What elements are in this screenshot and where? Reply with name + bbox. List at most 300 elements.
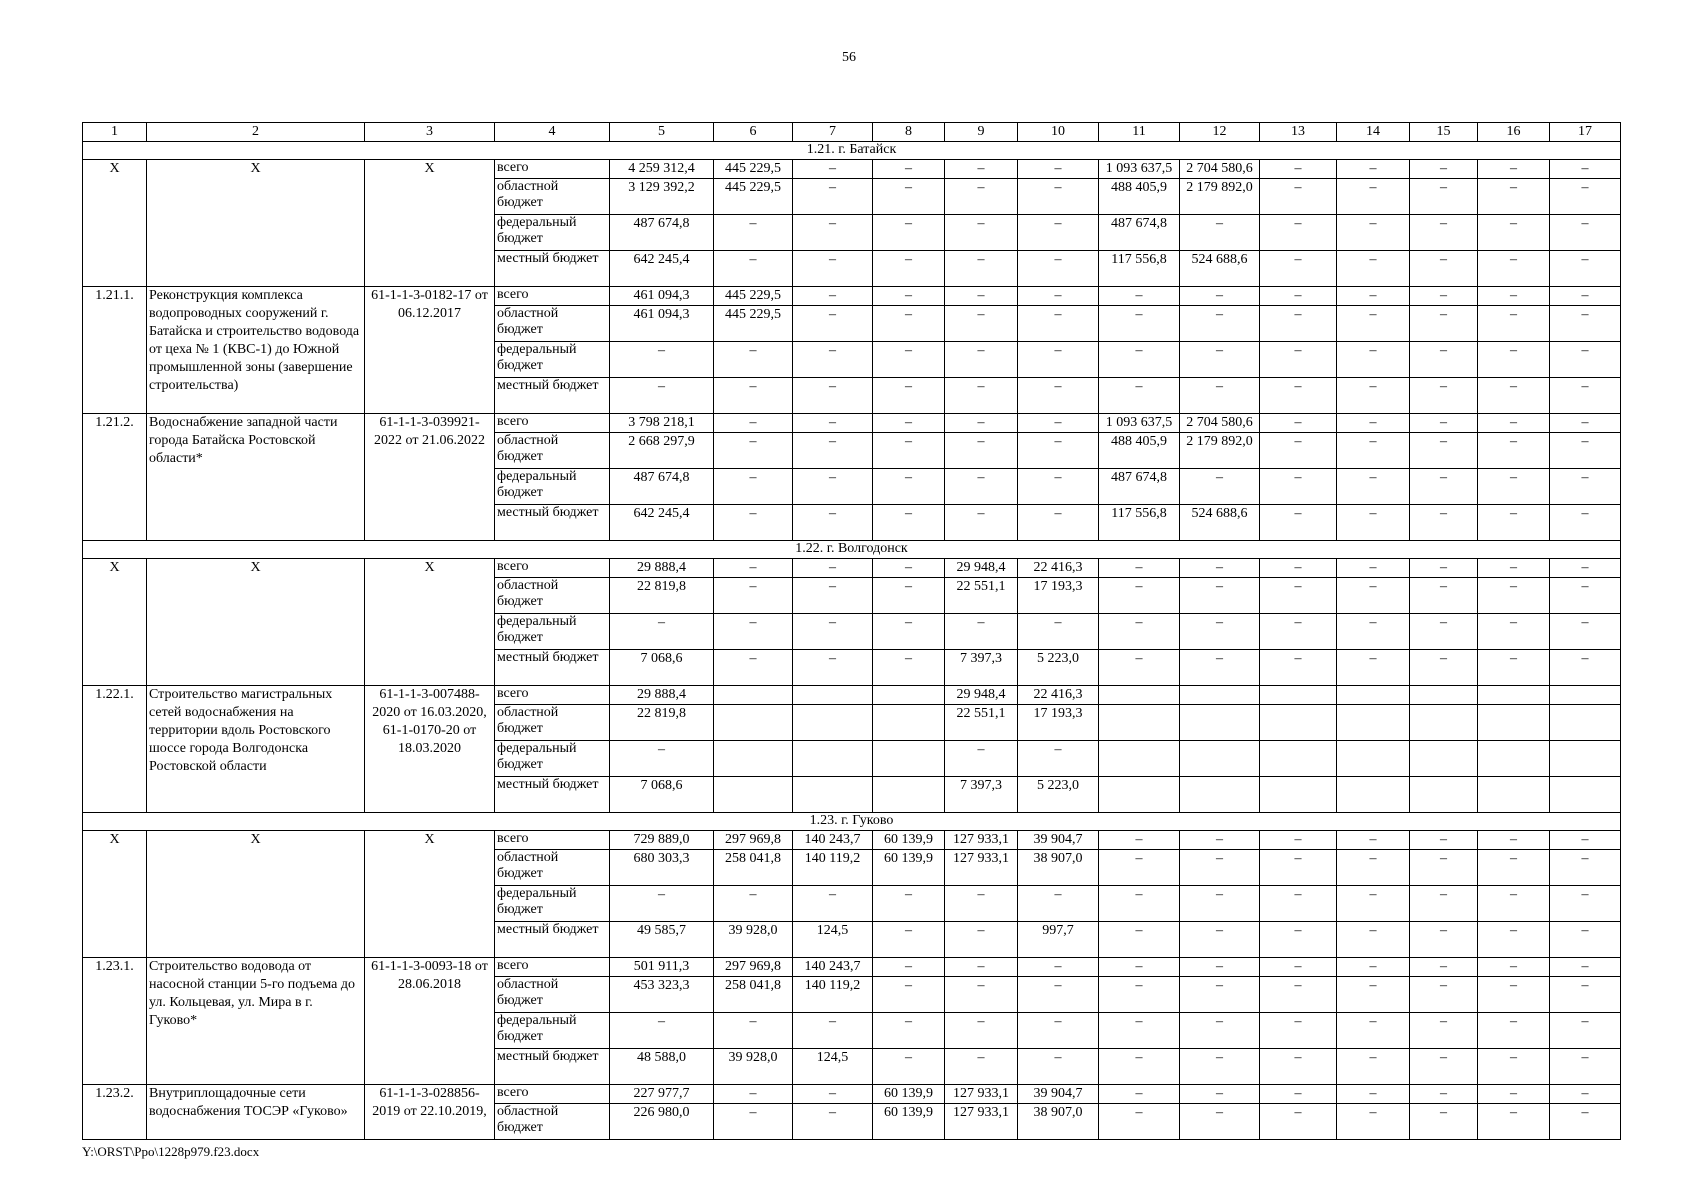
value-cell: – bbox=[793, 433, 873, 469]
value-cell: – bbox=[714, 650, 793, 686]
value-cell: – bbox=[1478, 850, 1550, 886]
budget-label: всего bbox=[495, 831, 610, 850]
value-cell: – bbox=[793, 469, 873, 505]
value-cell: – bbox=[945, 469, 1018, 505]
value-cell: – bbox=[1478, 414, 1550, 433]
value-cell: – bbox=[1099, 306, 1180, 342]
value-cell: – bbox=[1018, 1049, 1099, 1085]
item-name: Строительство магистральных сетей водоснабжения на территории вдоль Ростовского шоссе города Волгодонска Ростовской области bbox=[147, 686, 365, 813]
value-cell: – bbox=[1018, 433, 1099, 469]
value-cell: – bbox=[1550, 179, 1621, 215]
budget-label: областной бюджет bbox=[495, 850, 610, 886]
value-cell: 258 041,8 bbox=[714, 977, 793, 1013]
value-cell: – bbox=[1337, 469, 1410, 505]
value-cell: 487 674,8 bbox=[1099, 215, 1180, 251]
value-cell: 38 907,0 bbox=[1018, 1104, 1099, 1140]
table-row bbox=[83, 958, 1621, 977]
value-cell bbox=[1099, 741, 1180, 777]
budget-label: всего bbox=[495, 559, 610, 578]
value-cell: – bbox=[873, 306, 945, 342]
value-cell bbox=[793, 686, 873, 705]
value-cell: – bbox=[1410, 1049, 1478, 1085]
value-cell: – bbox=[873, 251, 945, 287]
item-number: 1.21.1. bbox=[83, 287, 147, 414]
budget-label: областной бюджет bbox=[495, 306, 610, 342]
value-cell: 22 819,8 bbox=[610, 705, 714, 741]
value-cell: – bbox=[793, 160, 873, 179]
value-cell: – bbox=[1337, 886, 1410, 922]
value-cell: – bbox=[945, 505, 1018, 541]
value-cell: – bbox=[1410, 179, 1478, 215]
value-cell bbox=[1337, 777, 1410, 813]
header-cell: 4 bbox=[495, 123, 610, 142]
value-cell: 501 911,3 bbox=[610, 958, 714, 977]
budget-label: местный бюджет bbox=[495, 505, 610, 541]
value-cell: – bbox=[1337, 977, 1410, 1013]
value-cell: 524 688,6 bbox=[1180, 251, 1260, 287]
value-cell: – bbox=[714, 1013, 793, 1049]
value-cell: 488 405,9 bbox=[1099, 433, 1180, 469]
value-cell: – bbox=[1180, 559, 1260, 578]
value-cell: – bbox=[714, 433, 793, 469]
header-cell: 12 bbox=[1180, 123, 1260, 142]
value-cell: – bbox=[793, 378, 873, 414]
value-cell: – bbox=[1099, 287, 1180, 306]
value-cell: – bbox=[1260, 578, 1337, 614]
value-cell: – bbox=[1550, 922, 1621, 958]
table-row bbox=[83, 160, 1621, 179]
value-cell bbox=[793, 777, 873, 813]
value-cell: – bbox=[945, 1049, 1018, 1085]
value-cell: – bbox=[1018, 958, 1099, 977]
item-document: X bbox=[365, 160, 495, 287]
value-cell: 297 969,8 bbox=[714, 958, 793, 977]
value-cell: 2 704 580,6 bbox=[1180, 160, 1260, 179]
value-cell: – bbox=[1337, 342, 1410, 378]
value-cell: – bbox=[1018, 977, 1099, 1013]
value-cell: – bbox=[945, 958, 1018, 977]
value-cell: – bbox=[1260, 179, 1337, 215]
value-cell: 38 907,0 bbox=[1018, 850, 1099, 886]
item-document: X bbox=[365, 831, 495, 958]
header-cell: 11 bbox=[1099, 123, 1180, 142]
value-cell bbox=[1099, 705, 1180, 741]
item-document: 61-1-1-3-0093-18 от 28.06.2018 bbox=[365, 958, 495, 1085]
item-number: X bbox=[83, 831, 147, 958]
value-cell bbox=[873, 686, 945, 705]
value-cell: – bbox=[1180, 1104, 1260, 1140]
value-cell: 461 094,3 bbox=[610, 306, 714, 342]
value-cell: – bbox=[1018, 215, 1099, 251]
value-cell: 1 093 637,5 bbox=[1099, 160, 1180, 179]
value-cell: 2 179 892,0 bbox=[1180, 179, 1260, 215]
value-cell: – bbox=[1260, 886, 1337, 922]
section-title-row bbox=[83, 541, 1621, 559]
value-cell: – bbox=[1337, 578, 1410, 614]
table-row bbox=[83, 287, 1621, 306]
section-title-row bbox=[83, 142, 1621, 160]
value-cell bbox=[1337, 686, 1410, 705]
value-cell: – bbox=[1478, 251, 1550, 287]
value-cell: 445 229,5 bbox=[714, 287, 793, 306]
value-cell: – bbox=[873, 1013, 945, 1049]
header-cell: 1 bbox=[83, 123, 147, 142]
value-cell: – bbox=[1478, 1085, 1550, 1104]
value-cell: – bbox=[945, 342, 1018, 378]
value-cell bbox=[873, 741, 945, 777]
value-cell: 29 888,4 bbox=[610, 559, 714, 578]
value-cell: – bbox=[1018, 287, 1099, 306]
value-cell: 461 094,3 bbox=[610, 287, 714, 306]
value-cell: 60 139,9 bbox=[873, 850, 945, 886]
value-cell: – bbox=[714, 886, 793, 922]
value-cell: 22 819,8 bbox=[610, 578, 714, 614]
value-cell: – bbox=[1260, 559, 1337, 578]
value-cell: – bbox=[1180, 1049, 1260, 1085]
value-cell: 227 977,7 bbox=[610, 1085, 714, 1104]
value-cell: – bbox=[1478, 160, 1550, 179]
value-cell: – bbox=[1180, 850, 1260, 886]
value-cell: – bbox=[1337, 1085, 1410, 1104]
value-cell: – bbox=[610, 614, 714, 650]
item-number: 1.22.1. bbox=[83, 686, 147, 813]
value-cell: – bbox=[1099, 614, 1180, 650]
value-cell: – bbox=[1550, 505, 1621, 541]
value-cell: – bbox=[1410, 958, 1478, 977]
value-cell: – bbox=[1180, 977, 1260, 1013]
value-cell bbox=[1180, 686, 1260, 705]
value-cell: – bbox=[1550, 433, 1621, 469]
value-cell bbox=[1478, 777, 1550, 813]
value-cell: – bbox=[945, 886, 1018, 922]
value-cell: 117 556,8 bbox=[1099, 505, 1180, 541]
value-cell: – bbox=[1550, 578, 1621, 614]
budget-label: областной бюджет bbox=[495, 578, 610, 614]
item-document: 61-1-1-3-0182-17 от 06.12.2017 bbox=[365, 287, 495, 414]
item-name: Строительство водовода от насосной станции 5-го подъема до ул. Кольцевая, ул. Мира в г. Гуково* bbox=[147, 958, 365, 1085]
budget-label: всего bbox=[495, 958, 610, 977]
budget-label: всего bbox=[495, 160, 610, 179]
value-cell: – bbox=[1410, 505, 1478, 541]
value-cell: – bbox=[1550, 414, 1621, 433]
value-cell: – bbox=[1410, 650, 1478, 686]
budget-label: областной бюджет bbox=[495, 433, 610, 469]
value-cell: – bbox=[1337, 215, 1410, 251]
value-cell: – bbox=[1550, 559, 1621, 578]
value-cell: – bbox=[793, 215, 873, 251]
value-cell bbox=[714, 705, 793, 741]
value-cell: – bbox=[945, 1013, 1018, 1049]
value-cell: – bbox=[1180, 1013, 1260, 1049]
value-cell: – bbox=[1018, 251, 1099, 287]
value-cell: – bbox=[1018, 378, 1099, 414]
value-cell: – bbox=[793, 614, 873, 650]
value-cell bbox=[1099, 777, 1180, 813]
value-cell: – bbox=[873, 160, 945, 179]
value-cell: – bbox=[1550, 287, 1621, 306]
value-cell: – bbox=[1337, 922, 1410, 958]
header-cell: 10 bbox=[1018, 123, 1099, 142]
value-cell: – bbox=[1180, 469, 1260, 505]
value-cell: – bbox=[1550, 650, 1621, 686]
value-cell bbox=[1260, 686, 1337, 705]
budget-label: федеральный бюджет bbox=[495, 614, 610, 650]
value-cell: – bbox=[1099, 831, 1180, 850]
value-cell: 22 551,1 bbox=[945, 578, 1018, 614]
value-cell: – bbox=[1018, 1013, 1099, 1049]
value-cell: – bbox=[793, 179, 873, 215]
value-cell: – bbox=[1478, 559, 1550, 578]
value-cell: – bbox=[945, 614, 1018, 650]
value-cell: 4 259 312,4 bbox=[610, 160, 714, 179]
value-cell: – bbox=[1337, 614, 1410, 650]
value-cell: 7 397,3 bbox=[945, 650, 1018, 686]
header-cell: 14 bbox=[1337, 123, 1410, 142]
value-cell: – bbox=[1337, 378, 1410, 414]
budget-label: федеральный бюджет bbox=[495, 741, 610, 777]
value-cell: – bbox=[945, 179, 1018, 215]
budget-label: федеральный бюджет bbox=[495, 1013, 610, 1049]
value-cell: – bbox=[1337, 433, 1410, 469]
value-cell: – bbox=[1410, 1085, 1478, 1104]
value-cell: – bbox=[793, 886, 873, 922]
value-cell: – bbox=[873, 650, 945, 686]
value-cell: – bbox=[1180, 1085, 1260, 1104]
value-cell: – bbox=[1478, 650, 1550, 686]
value-cell: – bbox=[793, 1013, 873, 1049]
investment-table-wrapper bbox=[82, 122, 1620, 1140]
value-cell: – bbox=[1337, 306, 1410, 342]
value-cell: 680 303,3 bbox=[610, 850, 714, 886]
value-cell: 60 139,9 bbox=[873, 1104, 945, 1140]
value-cell: – bbox=[1410, 306, 1478, 342]
table-row bbox=[83, 831, 1621, 850]
value-cell: – bbox=[714, 505, 793, 541]
value-cell: – bbox=[793, 342, 873, 378]
value-cell: – bbox=[873, 342, 945, 378]
value-cell: – bbox=[1180, 342, 1260, 378]
budget-label: местный бюджет bbox=[495, 251, 610, 287]
value-cell: – bbox=[1478, 831, 1550, 850]
value-cell: 297 969,8 bbox=[714, 831, 793, 850]
value-cell: 642 245,4 bbox=[610, 505, 714, 541]
value-cell: – bbox=[1099, 559, 1180, 578]
value-cell: – bbox=[1180, 831, 1260, 850]
value-cell: – bbox=[1337, 179, 1410, 215]
value-cell: 2 179 892,0 bbox=[1180, 433, 1260, 469]
value-cell bbox=[1180, 705, 1260, 741]
table-row bbox=[83, 1085, 1621, 1104]
value-cell: – bbox=[873, 433, 945, 469]
value-cell: – bbox=[1410, 251, 1478, 287]
budget-label: федеральный бюджет bbox=[495, 342, 610, 378]
value-cell: 5 223,0 bbox=[1018, 650, 1099, 686]
budget-label: областной бюджет bbox=[495, 179, 610, 215]
item-name: Внутриплощадочные сети водоснабжения ТОСЭР «Гуково» bbox=[147, 1085, 365, 1140]
value-cell: 22 416,3 bbox=[1018, 559, 1099, 578]
value-cell: – bbox=[1337, 287, 1410, 306]
value-cell: 258 041,8 bbox=[714, 850, 793, 886]
value-cell: – bbox=[1260, 922, 1337, 958]
budget-label: федеральный бюджет bbox=[495, 886, 610, 922]
value-cell: – bbox=[873, 958, 945, 977]
value-cell: – bbox=[1337, 958, 1410, 977]
item-document: 61-1-1-3-007488-2020 от 16.03.2020, 61-1-0170-20 от 18.03.2020 bbox=[365, 686, 495, 813]
value-cell: – bbox=[1478, 1049, 1550, 1085]
header-cell: 3 bbox=[365, 123, 495, 142]
value-cell: 17 193,3 bbox=[1018, 578, 1099, 614]
value-cell: – bbox=[610, 741, 714, 777]
header-cell: 2 bbox=[147, 123, 365, 142]
value-cell: – bbox=[873, 1049, 945, 1085]
file-path-footer: Y:\ORST\Ppo\1228p979.f23.docx bbox=[82, 1144, 260, 1159]
value-cell: – bbox=[873, 469, 945, 505]
investment-table bbox=[82, 122, 1621, 1140]
value-cell: – bbox=[714, 342, 793, 378]
item-number: X bbox=[83, 160, 147, 287]
budget-label: местный бюджет bbox=[495, 922, 610, 958]
value-cell: – bbox=[1099, 1013, 1180, 1049]
value-cell: – bbox=[1018, 342, 1099, 378]
table-header-row bbox=[83, 123, 1621, 142]
value-cell: – bbox=[714, 614, 793, 650]
value-cell: – bbox=[793, 1104, 873, 1140]
value-cell: 39 928,0 bbox=[714, 922, 793, 958]
value-cell: – bbox=[1260, 505, 1337, 541]
value-cell: 39 904,7 bbox=[1018, 1085, 1099, 1104]
value-cell: – bbox=[945, 977, 1018, 1013]
section-title: 1.22. г. Волгодонск bbox=[83, 541, 1621, 559]
value-cell: 48 588,0 bbox=[610, 1049, 714, 1085]
value-cell: – bbox=[1410, 922, 1478, 958]
value-cell: – bbox=[873, 378, 945, 414]
value-cell: – bbox=[873, 215, 945, 251]
value-cell: – bbox=[945, 251, 1018, 287]
value-cell: – bbox=[1478, 922, 1550, 958]
value-cell: – bbox=[1410, 578, 1478, 614]
value-cell: – bbox=[610, 342, 714, 378]
value-cell: 140 119,2 bbox=[793, 850, 873, 886]
value-cell: 3 798 218,1 bbox=[610, 414, 714, 433]
value-cell bbox=[1099, 686, 1180, 705]
value-cell: – bbox=[714, 378, 793, 414]
value-cell: – bbox=[1410, 469, 1478, 505]
budget-label: местный бюджет bbox=[495, 650, 610, 686]
budget-label: всего bbox=[495, 287, 610, 306]
value-cell: – bbox=[1180, 614, 1260, 650]
value-cell: – bbox=[1478, 306, 1550, 342]
value-cell: 140 243,7 bbox=[793, 958, 873, 977]
value-cell: 2 668 297,9 bbox=[610, 433, 714, 469]
value-cell: – bbox=[1018, 306, 1099, 342]
value-cell: 2 704 580,6 bbox=[1180, 414, 1260, 433]
value-cell: 22 416,3 bbox=[1018, 686, 1099, 705]
value-cell: – bbox=[1478, 886, 1550, 922]
value-cell: – bbox=[1550, 306, 1621, 342]
value-cell: – bbox=[1099, 977, 1180, 1013]
value-cell: – bbox=[945, 741, 1018, 777]
value-cell bbox=[1180, 741, 1260, 777]
value-cell: – bbox=[1018, 614, 1099, 650]
value-cell: – bbox=[1099, 850, 1180, 886]
value-cell: – bbox=[1550, 251, 1621, 287]
value-cell: – bbox=[1410, 215, 1478, 251]
value-cell: – bbox=[1478, 215, 1550, 251]
value-cell: – bbox=[1410, 614, 1478, 650]
value-cell: – bbox=[1260, 850, 1337, 886]
value-cell: 524 688,6 bbox=[1180, 505, 1260, 541]
section-title-row bbox=[83, 813, 1621, 831]
value-cell bbox=[1410, 741, 1478, 777]
value-cell bbox=[873, 705, 945, 741]
value-cell: – bbox=[1180, 958, 1260, 977]
value-cell: – bbox=[1337, 1049, 1410, 1085]
value-cell: – bbox=[1410, 850, 1478, 886]
value-cell: – bbox=[1410, 831, 1478, 850]
value-cell: 488 405,9 bbox=[1099, 179, 1180, 215]
value-cell: – bbox=[1260, 287, 1337, 306]
value-cell: – bbox=[1260, 614, 1337, 650]
value-cell: – bbox=[793, 251, 873, 287]
value-cell: – bbox=[1099, 578, 1180, 614]
value-cell: – bbox=[945, 287, 1018, 306]
value-cell bbox=[1478, 686, 1550, 705]
value-cell: – bbox=[714, 251, 793, 287]
value-cell: 117 556,8 bbox=[1099, 251, 1180, 287]
value-cell: – bbox=[1099, 378, 1180, 414]
value-cell: 1 093 637,5 bbox=[1099, 414, 1180, 433]
budget-label: федеральный бюджет bbox=[495, 469, 610, 505]
value-cell bbox=[1550, 741, 1621, 777]
value-cell: – bbox=[1550, 215, 1621, 251]
item-number: 1.21.2. bbox=[83, 414, 147, 541]
value-cell: 729 889,0 bbox=[610, 831, 714, 850]
value-cell: – bbox=[1260, 378, 1337, 414]
value-cell: – bbox=[714, 578, 793, 614]
value-cell: – bbox=[1180, 922, 1260, 958]
value-cell: – bbox=[1260, 251, 1337, 287]
value-cell: 127 933,1 bbox=[945, 1104, 1018, 1140]
value-cell: – bbox=[1180, 287, 1260, 306]
value-cell: – bbox=[1099, 342, 1180, 378]
value-cell: 17 193,3 bbox=[1018, 705, 1099, 741]
item-number: 1.23.2. bbox=[83, 1085, 147, 1140]
page-number: 56 bbox=[842, 50, 856, 65]
budget-label: областной бюджет bbox=[495, 705, 610, 741]
value-cell: – bbox=[714, 414, 793, 433]
value-cell: 453 323,3 bbox=[610, 977, 714, 1013]
value-cell: – bbox=[1550, 160, 1621, 179]
value-cell: 7 068,6 bbox=[610, 777, 714, 813]
value-cell: 127 933,1 bbox=[945, 831, 1018, 850]
value-cell: 60 139,9 bbox=[873, 1085, 945, 1104]
value-cell: – bbox=[1337, 414, 1410, 433]
section-title: 1.21. г. Батайск bbox=[83, 142, 1621, 160]
value-cell bbox=[1337, 705, 1410, 741]
value-cell: – bbox=[1018, 505, 1099, 541]
value-cell bbox=[1410, 686, 1478, 705]
value-cell: 29 888,4 bbox=[610, 686, 714, 705]
value-cell: – bbox=[1478, 1104, 1550, 1140]
value-cell: – bbox=[1550, 850, 1621, 886]
value-cell: – bbox=[1260, 433, 1337, 469]
value-cell: – bbox=[1099, 1085, 1180, 1104]
value-cell: – bbox=[793, 559, 873, 578]
value-cell: 140 243,7 bbox=[793, 831, 873, 850]
value-cell: – bbox=[945, 433, 1018, 469]
value-cell: – bbox=[1337, 251, 1410, 287]
header-cell: 7 bbox=[793, 123, 873, 142]
